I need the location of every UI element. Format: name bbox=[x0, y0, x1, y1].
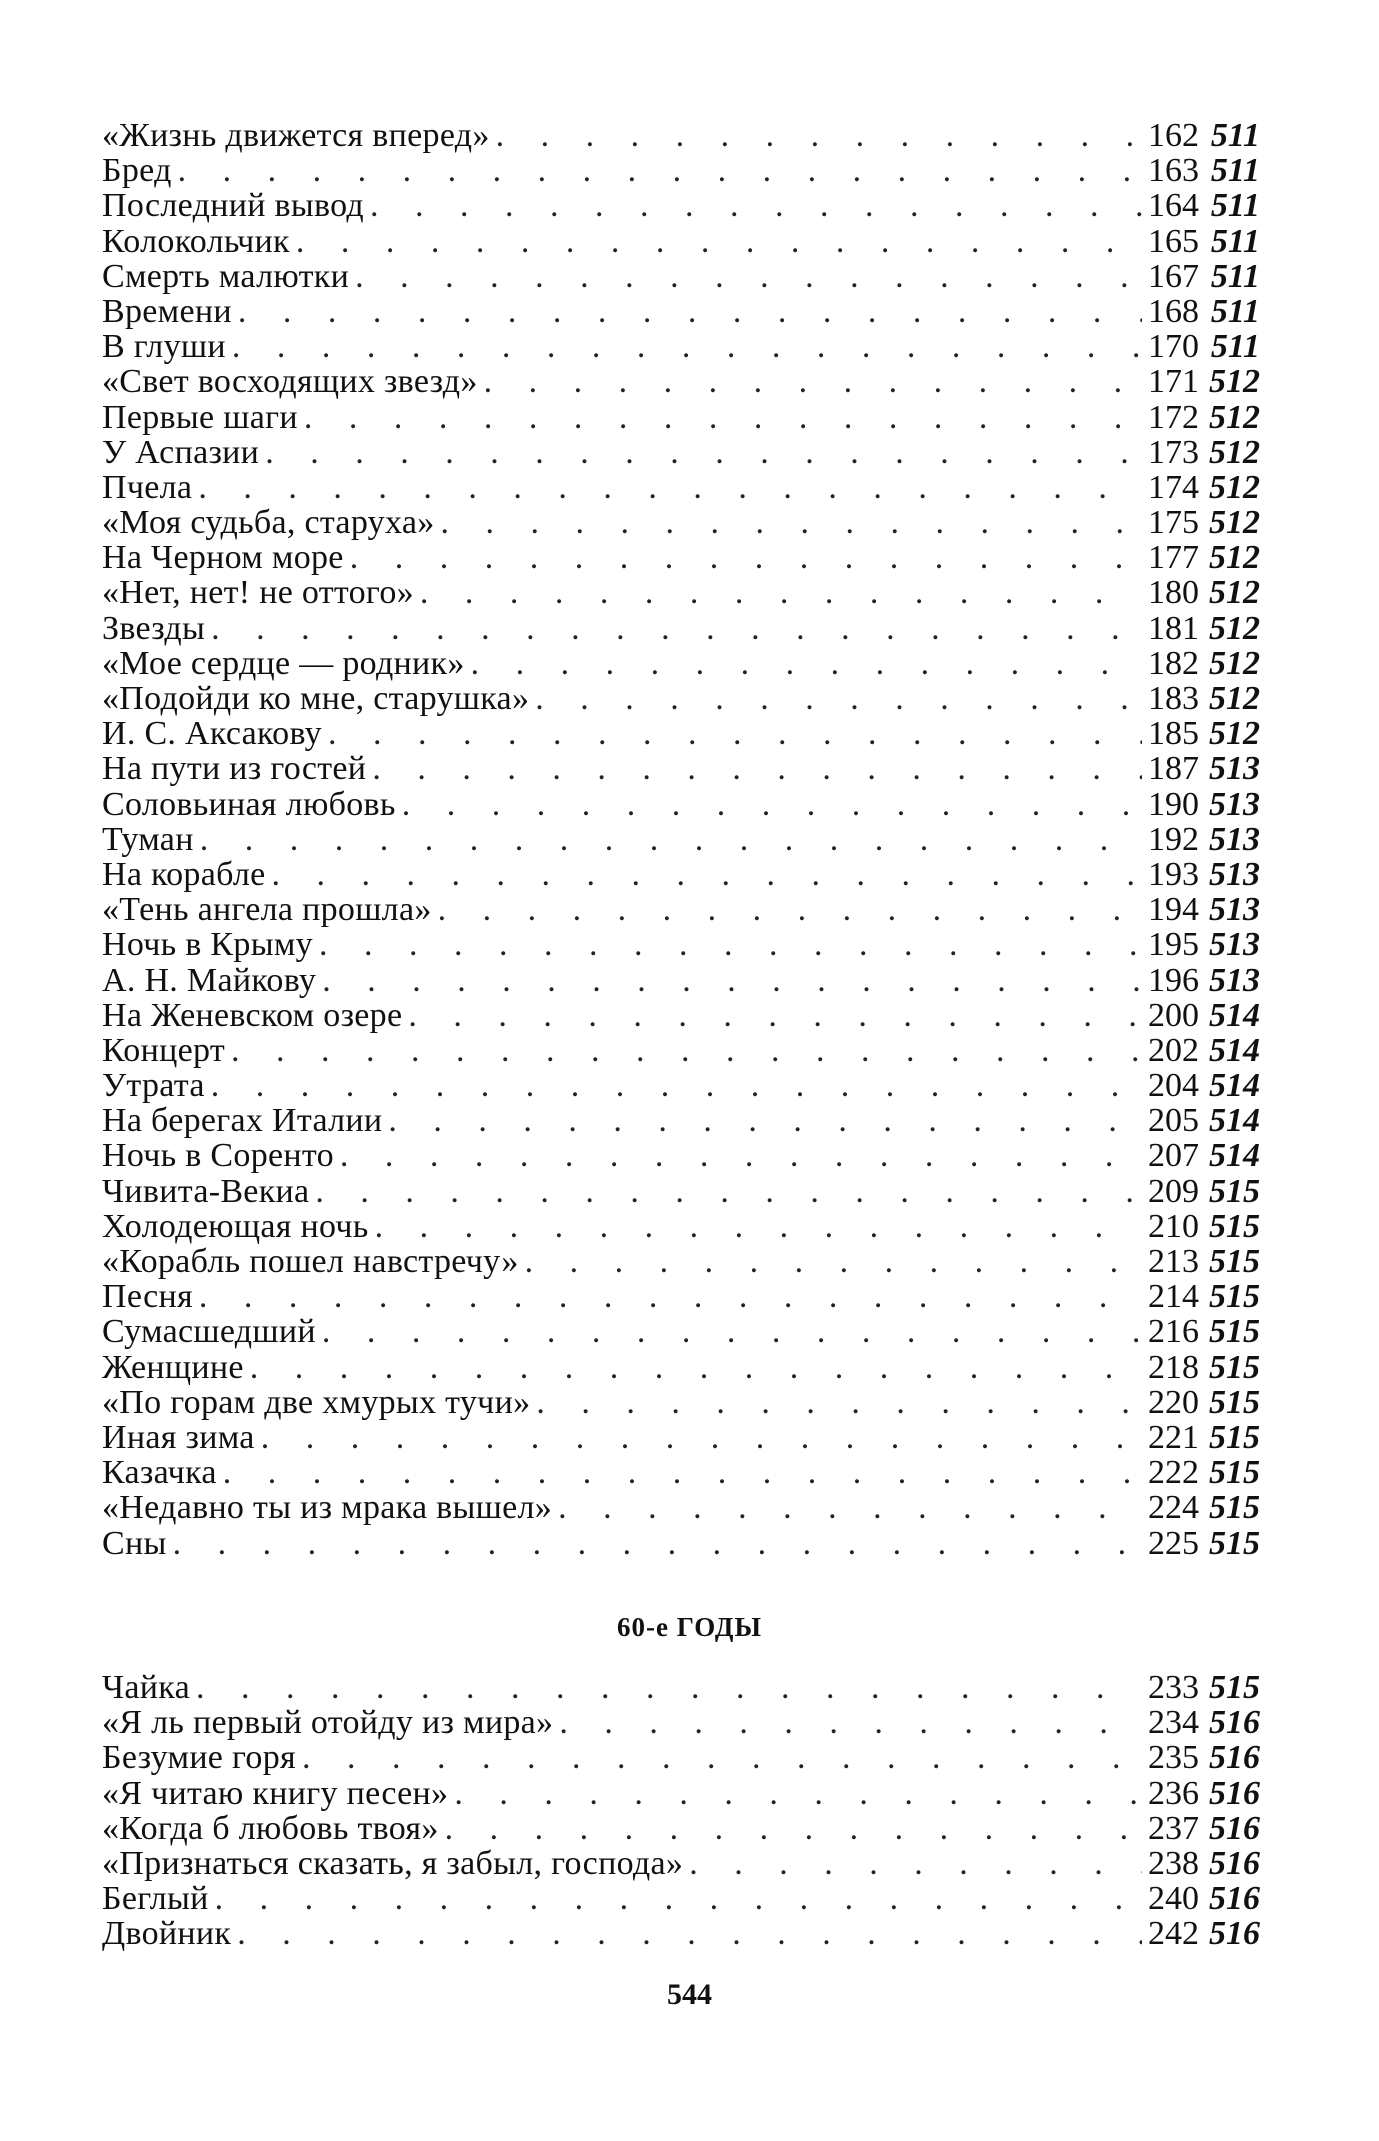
entry-title: Колокольчик bbox=[102, 222, 290, 260]
page-number: 544 bbox=[667, 1978, 712, 2011]
entry-page-number: 170 bbox=[1148, 328, 1199, 366]
toc-entry bbox=[102, 364, 1260, 399]
dot-leader bbox=[496, 118, 1142, 153]
entry-notes-page: 515 bbox=[1209, 1172, 1260, 1210]
entry-page-number: 185 bbox=[1148, 715, 1199, 753]
toc-entry bbox=[102, 927, 1260, 962]
entry-title: На Черном море bbox=[102, 539, 344, 577]
entry-title: «Признаться сказать, я забыл, господа» bbox=[102, 1844, 684, 1882]
entry-page-number: 167 bbox=[1148, 257, 1199, 295]
entry-notes-page: 516 bbox=[1209, 1774, 1260, 1812]
entry-notes-page: 515 bbox=[1209, 1243, 1260, 1280]
dot-leader bbox=[238, 294, 1142, 329]
dot-leader bbox=[322, 1314, 1142, 1349]
entry-notes-page: 515 bbox=[1209, 1489, 1260, 1527]
entry-page-number: 210 bbox=[1148, 1207, 1199, 1245]
entry-notes-page: 511 bbox=[1210, 152, 1260, 190]
entry-notes-page: 511 bbox=[1210, 292, 1260, 330]
entry-notes-page: 515 bbox=[1209, 1524, 1260, 1562]
entry-page-number: 225 bbox=[1148, 1524, 1199, 1562]
entry-title: На берегах Италии bbox=[102, 1102, 383, 1140]
entry-title: Безумие горя bbox=[102, 1739, 296, 1777]
toc-entry bbox=[102, 1103, 1260, 1138]
entry-title: Двойник bbox=[102, 1915, 232, 1953]
dot-leader bbox=[438, 892, 1142, 927]
toc-list-bottom bbox=[102, 1670, 1260, 1952]
entry-title: На пути из гостей bbox=[102, 750, 367, 788]
entry-page-number: 207 bbox=[1148, 1137, 1199, 1175]
dot-leader bbox=[525, 1244, 1142, 1279]
dot-leader bbox=[215, 1881, 1142, 1916]
entry-title: Бред bbox=[102, 152, 172, 190]
entry-page-number: 213 bbox=[1148, 1243, 1199, 1280]
dot-leader bbox=[536, 1385, 1142, 1420]
dot-leader bbox=[198, 470, 1142, 505]
toc-entry bbox=[102, 505, 1260, 540]
dot-leader bbox=[237, 1916, 1142, 1951]
dot-leader bbox=[388, 1103, 1142, 1138]
dot-leader bbox=[408, 998, 1142, 1033]
dot-leader bbox=[304, 400, 1142, 435]
dot-leader bbox=[445, 1811, 1142, 1846]
entry-title: Песня bbox=[102, 1278, 193, 1316]
toc-entry bbox=[102, 646, 1260, 681]
dot-leader bbox=[372, 751, 1142, 786]
entry-page-number: 204 bbox=[1148, 1067, 1199, 1105]
toc-entry bbox=[102, 1033, 1260, 1068]
toc-entry bbox=[102, 822, 1260, 857]
toc-entry bbox=[102, 1279, 1260, 1314]
toc-entry bbox=[102, 681, 1260, 716]
entry-notes-page: 516 bbox=[1209, 1880, 1260, 1918]
entry-page-number: 233 bbox=[1148, 1669, 1199, 1706]
dot-leader bbox=[328, 716, 1142, 751]
entry-page-number: 209 bbox=[1148, 1172, 1199, 1210]
entry-page-number: 165 bbox=[1148, 222, 1199, 260]
toc-entry bbox=[102, 1881, 1260, 1916]
toc-entry bbox=[102, 294, 1260, 329]
entry-notes-page: 515 bbox=[1209, 1383, 1260, 1421]
entry-page-number: 180 bbox=[1148, 574, 1199, 612]
entry-notes-page: 514 bbox=[1209, 1137, 1260, 1175]
entry-title: Иная зима bbox=[102, 1418, 255, 1456]
toc-entry bbox=[102, 1068, 1260, 1103]
dot-leader bbox=[559, 1705, 1142, 1740]
entry-title: Утрата bbox=[102, 1067, 205, 1105]
entry-title: «Подойди ко мне, старушка» bbox=[102, 680, 530, 717]
entry-notes-page: 512 bbox=[1209, 715, 1260, 753]
dot-leader bbox=[265, 435, 1142, 470]
entry-title: «Корабль пошел навстречу» bbox=[102, 1243, 519, 1280]
toc-entry bbox=[102, 400, 1260, 435]
toc-entry bbox=[102, 1916, 1260, 1951]
toc-entry bbox=[102, 1350, 1260, 1385]
dot-leader bbox=[350, 540, 1142, 575]
toc-entry bbox=[102, 751, 1260, 786]
toc-entry bbox=[102, 1490, 1260, 1525]
toc-entry bbox=[102, 1209, 1260, 1244]
entry-title: «Тень ангела прошла» bbox=[102, 891, 432, 929]
entry-notes-page: 511 bbox=[1210, 187, 1260, 225]
dot-leader bbox=[211, 611, 1142, 646]
dot-leader bbox=[232, 329, 1142, 364]
entry-notes-page: 512 bbox=[1209, 433, 1260, 471]
entry-page-number: 194 bbox=[1148, 891, 1199, 929]
entry-page-number: 220 bbox=[1148, 1383, 1199, 1421]
entry-title: Сны bbox=[102, 1524, 167, 1562]
toc-entry bbox=[102, 1705, 1260, 1740]
entry-page-number: 234 bbox=[1148, 1704, 1199, 1742]
entry-title: «По горам две хмурых тучи» bbox=[102, 1383, 531, 1421]
entry-page-number: 242 bbox=[1148, 1915, 1199, 1953]
dot-leader bbox=[173, 1526, 1142, 1561]
dot-leader bbox=[420, 575, 1142, 610]
dot-leader bbox=[223, 1455, 1142, 1490]
dot-leader bbox=[370, 188, 1142, 223]
toc-entry bbox=[102, 188, 1260, 223]
entry-notes-page: 512 bbox=[1209, 644, 1260, 682]
entry-page-number: 196 bbox=[1148, 961, 1199, 999]
entry-title: Беглый bbox=[102, 1880, 209, 1918]
toc-entry bbox=[102, 611, 1260, 646]
entry-page-number: 205 bbox=[1148, 1102, 1199, 1140]
entry-title: Женщине bbox=[102, 1348, 244, 1386]
entry-title: Времени bbox=[102, 292, 232, 330]
toc-entry bbox=[102, 118, 1260, 153]
dot-leader bbox=[355, 259, 1142, 294]
entry-title: В глуши bbox=[102, 328, 226, 366]
entry-title: «Моя судьба, старуха» bbox=[102, 504, 435, 542]
toc-entry bbox=[102, 1670, 1260, 1705]
entry-page-number: 193 bbox=[1148, 855, 1199, 893]
entry-title: И. С. Аксакову bbox=[102, 715, 322, 753]
dot-leader bbox=[231, 1033, 1142, 1068]
dot-leader bbox=[319, 927, 1142, 962]
entry-page-number: 235 bbox=[1148, 1739, 1199, 1777]
entry-notes-page: 515 bbox=[1209, 1278, 1260, 1316]
toc-list-top bbox=[102, 118, 1260, 1561]
toc-entry bbox=[102, 1314, 1260, 1349]
entry-notes-page: 512 bbox=[1209, 398, 1260, 436]
dot-leader bbox=[272, 857, 1142, 892]
toc-entry bbox=[102, 1174, 1260, 1209]
entry-notes-page: 513 bbox=[1209, 926, 1260, 964]
toc-entry bbox=[102, 998, 1260, 1033]
entry-title: «Жизнь движется вперед» bbox=[102, 117, 490, 154]
entry-page-number: 171 bbox=[1148, 363, 1199, 401]
toc-entry bbox=[102, 787, 1260, 822]
entry-notes-page: 512 bbox=[1209, 363, 1260, 401]
dot-leader bbox=[375, 1209, 1142, 1244]
entry-notes-page: 513 bbox=[1209, 820, 1260, 858]
dot-leader bbox=[200, 822, 1142, 857]
dot-leader bbox=[261, 1420, 1142, 1455]
toc-entry bbox=[102, 1811, 1260, 1846]
entry-notes-page: 513 bbox=[1209, 785, 1260, 823]
entry-title: Туман bbox=[102, 820, 194, 858]
dot-leader bbox=[315, 1174, 1142, 1209]
entry-title: «Нет, нет! не оттого» bbox=[102, 574, 414, 612]
dot-leader bbox=[178, 153, 1142, 188]
dot-leader bbox=[484, 364, 1142, 399]
entry-page-number: 221 bbox=[1148, 1418, 1199, 1456]
dot-leader bbox=[199, 1279, 1142, 1314]
toc-entry bbox=[102, 963, 1260, 998]
entry-title: «Свет восходящих звезд» bbox=[102, 363, 478, 401]
entry-page-number: 240 bbox=[1148, 1880, 1199, 1918]
dot-leader bbox=[322, 963, 1142, 998]
entry-page-number: 177 bbox=[1148, 539, 1199, 577]
dot-leader bbox=[250, 1350, 1142, 1385]
entry-page-number: 238 bbox=[1148, 1844, 1199, 1882]
section-heading: 60-е ГОДЫ bbox=[617, 1612, 762, 1642]
entry-page-number: 174 bbox=[1148, 468, 1199, 506]
entry-notes-page: 512 bbox=[1209, 609, 1260, 647]
entry-notes-page: 516 bbox=[1209, 1809, 1260, 1847]
entry-title: Казачка bbox=[102, 1454, 217, 1492]
entry-notes-page: 511 bbox=[1210, 257, 1260, 295]
entry-title: «Я ль первый отойду из мира» bbox=[102, 1704, 554, 1742]
toc-entry bbox=[102, 1420, 1260, 1455]
dot-leader bbox=[454, 1776, 1142, 1811]
toc-entry bbox=[102, 892, 1260, 927]
entry-title: «Когда б любовь твоя» bbox=[102, 1809, 439, 1847]
entry-page-number: 190 bbox=[1148, 785, 1199, 823]
entry-title: Смерть малютки bbox=[102, 257, 350, 295]
entry-notes-page: 511 bbox=[1210, 117, 1260, 154]
entry-page-number: 216 bbox=[1148, 1313, 1199, 1351]
entry-notes-page: 515 bbox=[1209, 1669, 1260, 1706]
entry-page-number: 173 bbox=[1148, 433, 1199, 471]
entry-page-number: 202 bbox=[1148, 1031, 1199, 1069]
entry-notes-page: 515 bbox=[1209, 1313, 1260, 1351]
entry-title: «Мое сердце — родник» bbox=[102, 644, 465, 682]
entry-notes-page: 514 bbox=[1209, 1102, 1260, 1140]
entry-title: Пчела bbox=[102, 468, 193, 506]
entry-page-number: 218 bbox=[1148, 1348, 1199, 1386]
entry-page-number: 237 bbox=[1148, 1809, 1199, 1847]
entry-notes-page: 512 bbox=[1209, 504, 1260, 542]
entry-title: Ночь в Соренто bbox=[102, 1137, 334, 1175]
dot-leader bbox=[535, 681, 1142, 716]
entry-page-number: 168 bbox=[1148, 292, 1199, 330]
dot-leader bbox=[471, 646, 1142, 681]
toc-entry bbox=[102, 224, 1260, 259]
entry-page-number: 195 bbox=[1148, 926, 1199, 964]
entry-title: Последний вывод bbox=[102, 187, 365, 225]
toc-entry bbox=[102, 435, 1260, 470]
entry-page-number: 172 bbox=[1148, 398, 1199, 436]
entry-notes-page: 512 bbox=[1209, 574, 1260, 612]
dot-leader bbox=[296, 224, 1142, 259]
entry-notes-page: 511 bbox=[1210, 222, 1260, 260]
entry-notes-page: 515 bbox=[1209, 1348, 1260, 1386]
entry-title: Сумасшедший bbox=[102, 1313, 316, 1351]
toc-entry bbox=[102, 329, 1260, 364]
entry-notes-page: 514 bbox=[1209, 1067, 1260, 1105]
entry-title: «Недавно ты из мрака вышел» bbox=[102, 1489, 553, 1527]
entry-page-number: 183 bbox=[1148, 680, 1199, 717]
toc-entry bbox=[102, 153, 1260, 188]
entry-page-number: 181 bbox=[1148, 609, 1199, 647]
toc-entry bbox=[102, 1776, 1260, 1811]
entry-notes-page: 515 bbox=[1209, 1207, 1260, 1245]
entry-notes-page: 513 bbox=[1209, 891, 1260, 929]
entry-page-number: 187 bbox=[1148, 750, 1199, 788]
entry-page-number: 163 bbox=[1148, 152, 1199, 190]
entry-title: Холодеющая ночь bbox=[102, 1207, 369, 1245]
entry-notes-page: 512 bbox=[1209, 468, 1260, 506]
entry-notes-page: 516 bbox=[1209, 1915, 1260, 1953]
entry-page-number: 224 bbox=[1148, 1489, 1199, 1527]
toc-entry bbox=[102, 575, 1260, 610]
toc-entry bbox=[102, 1244, 1260, 1279]
entry-page-number: 175 bbox=[1148, 504, 1199, 542]
dot-leader bbox=[302, 1740, 1142, 1775]
toc-entry bbox=[102, 1846, 1260, 1881]
toc-entry bbox=[102, 857, 1260, 892]
entry-page-number: 162 bbox=[1148, 117, 1199, 154]
toc-entry bbox=[102, 1455, 1260, 1490]
entry-notes-page: 515 bbox=[1209, 1454, 1260, 1492]
entry-notes-page: 516 bbox=[1209, 1844, 1260, 1882]
entry-notes-page: 516 bbox=[1209, 1739, 1260, 1777]
dot-leader bbox=[196, 1670, 1142, 1705]
dot-leader bbox=[402, 787, 1142, 822]
toc-entry bbox=[102, 1740, 1260, 1775]
entry-notes-page: 513 bbox=[1209, 750, 1260, 788]
dot-leader bbox=[211, 1068, 1142, 1103]
entry-notes-page: 516 bbox=[1209, 1704, 1260, 1742]
entry-notes-page: 511 bbox=[1210, 328, 1260, 366]
entry-notes-page: 514 bbox=[1209, 1031, 1260, 1069]
entry-title: А. Н. Майкову bbox=[102, 961, 317, 999]
entry-title: Чайка bbox=[102, 1669, 190, 1706]
entry-title: Концерт bbox=[102, 1031, 225, 1069]
entry-title: На корабле bbox=[102, 855, 266, 893]
entry-notes-page: 513 bbox=[1209, 855, 1260, 893]
dot-leader bbox=[441, 505, 1142, 540]
entry-page-number: 200 bbox=[1148, 996, 1199, 1034]
entry-title: «Я читаю книгу песен» bbox=[102, 1774, 449, 1812]
toc-entry bbox=[102, 716, 1260, 751]
entry-title: Первые шаги bbox=[102, 398, 298, 436]
entry-page-number: 236 bbox=[1148, 1774, 1199, 1812]
toc-entry bbox=[102, 259, 1260, 294]
toc-entry bbox=[102, 470, 1260, 505]
entry-title: У Аспазии bbox=[102, 433, 260, 471]
entry-page-number: 164 bbox=[1148, 187, 1199, 225]
entry-title: Чивита-Векиа bbox=[102, 1172, 310, 1210]
entry-page-number: 192 bbox=[1148, 820, 1199, 858]
entry-notes-page: 513 bbox=[1209, 961, 1260, 999]
entry-notes-page: 514 bbox=[1209, 996, 1260, 1034]
toc-entry bbox=[102, 1138, 1260, 1173]
entry-notes-page: 515 bbox=[1209, 1418, 1260, 1456]
entry-page-number: 214 bbox=[1148, 1278, 1199, 1316]
entry-title: Ночь в Крыму bbox=[102, 926, 313, 964]
toc-entry bbox=[102, 540, 1260, 575]
toc-entry bbox=[102, 1526, 1260, 1561]
entry-title: Соловьиная любовь bbox=[102, 785, 396, 823]
dot-leader bbox=[340, 1138, 1142, 1173]
entry-page-number: 222 bbox=[1148, 1454, 1199, 1492]
dot-leader bbox=[689, 1846, 1142, 1881]
dot-leader bbox=[558, 1490, 1142, 1525]
entry-title: Звезды bbox=[102, 609, 206, 647]
entry-notes-page: 512 bbox=[1209, 680, 1260, 717]
entry-title: На Женевском озере bbox=[102, 996, 403, 1034]
entry-notes-page: 512 bbox=[1209, 539, 1260, 577]
entry-page-number: 182 bbox=[1148, 644, 1199, 682]
toc-entry bbox=[102, 1385, 1260, 1420]
